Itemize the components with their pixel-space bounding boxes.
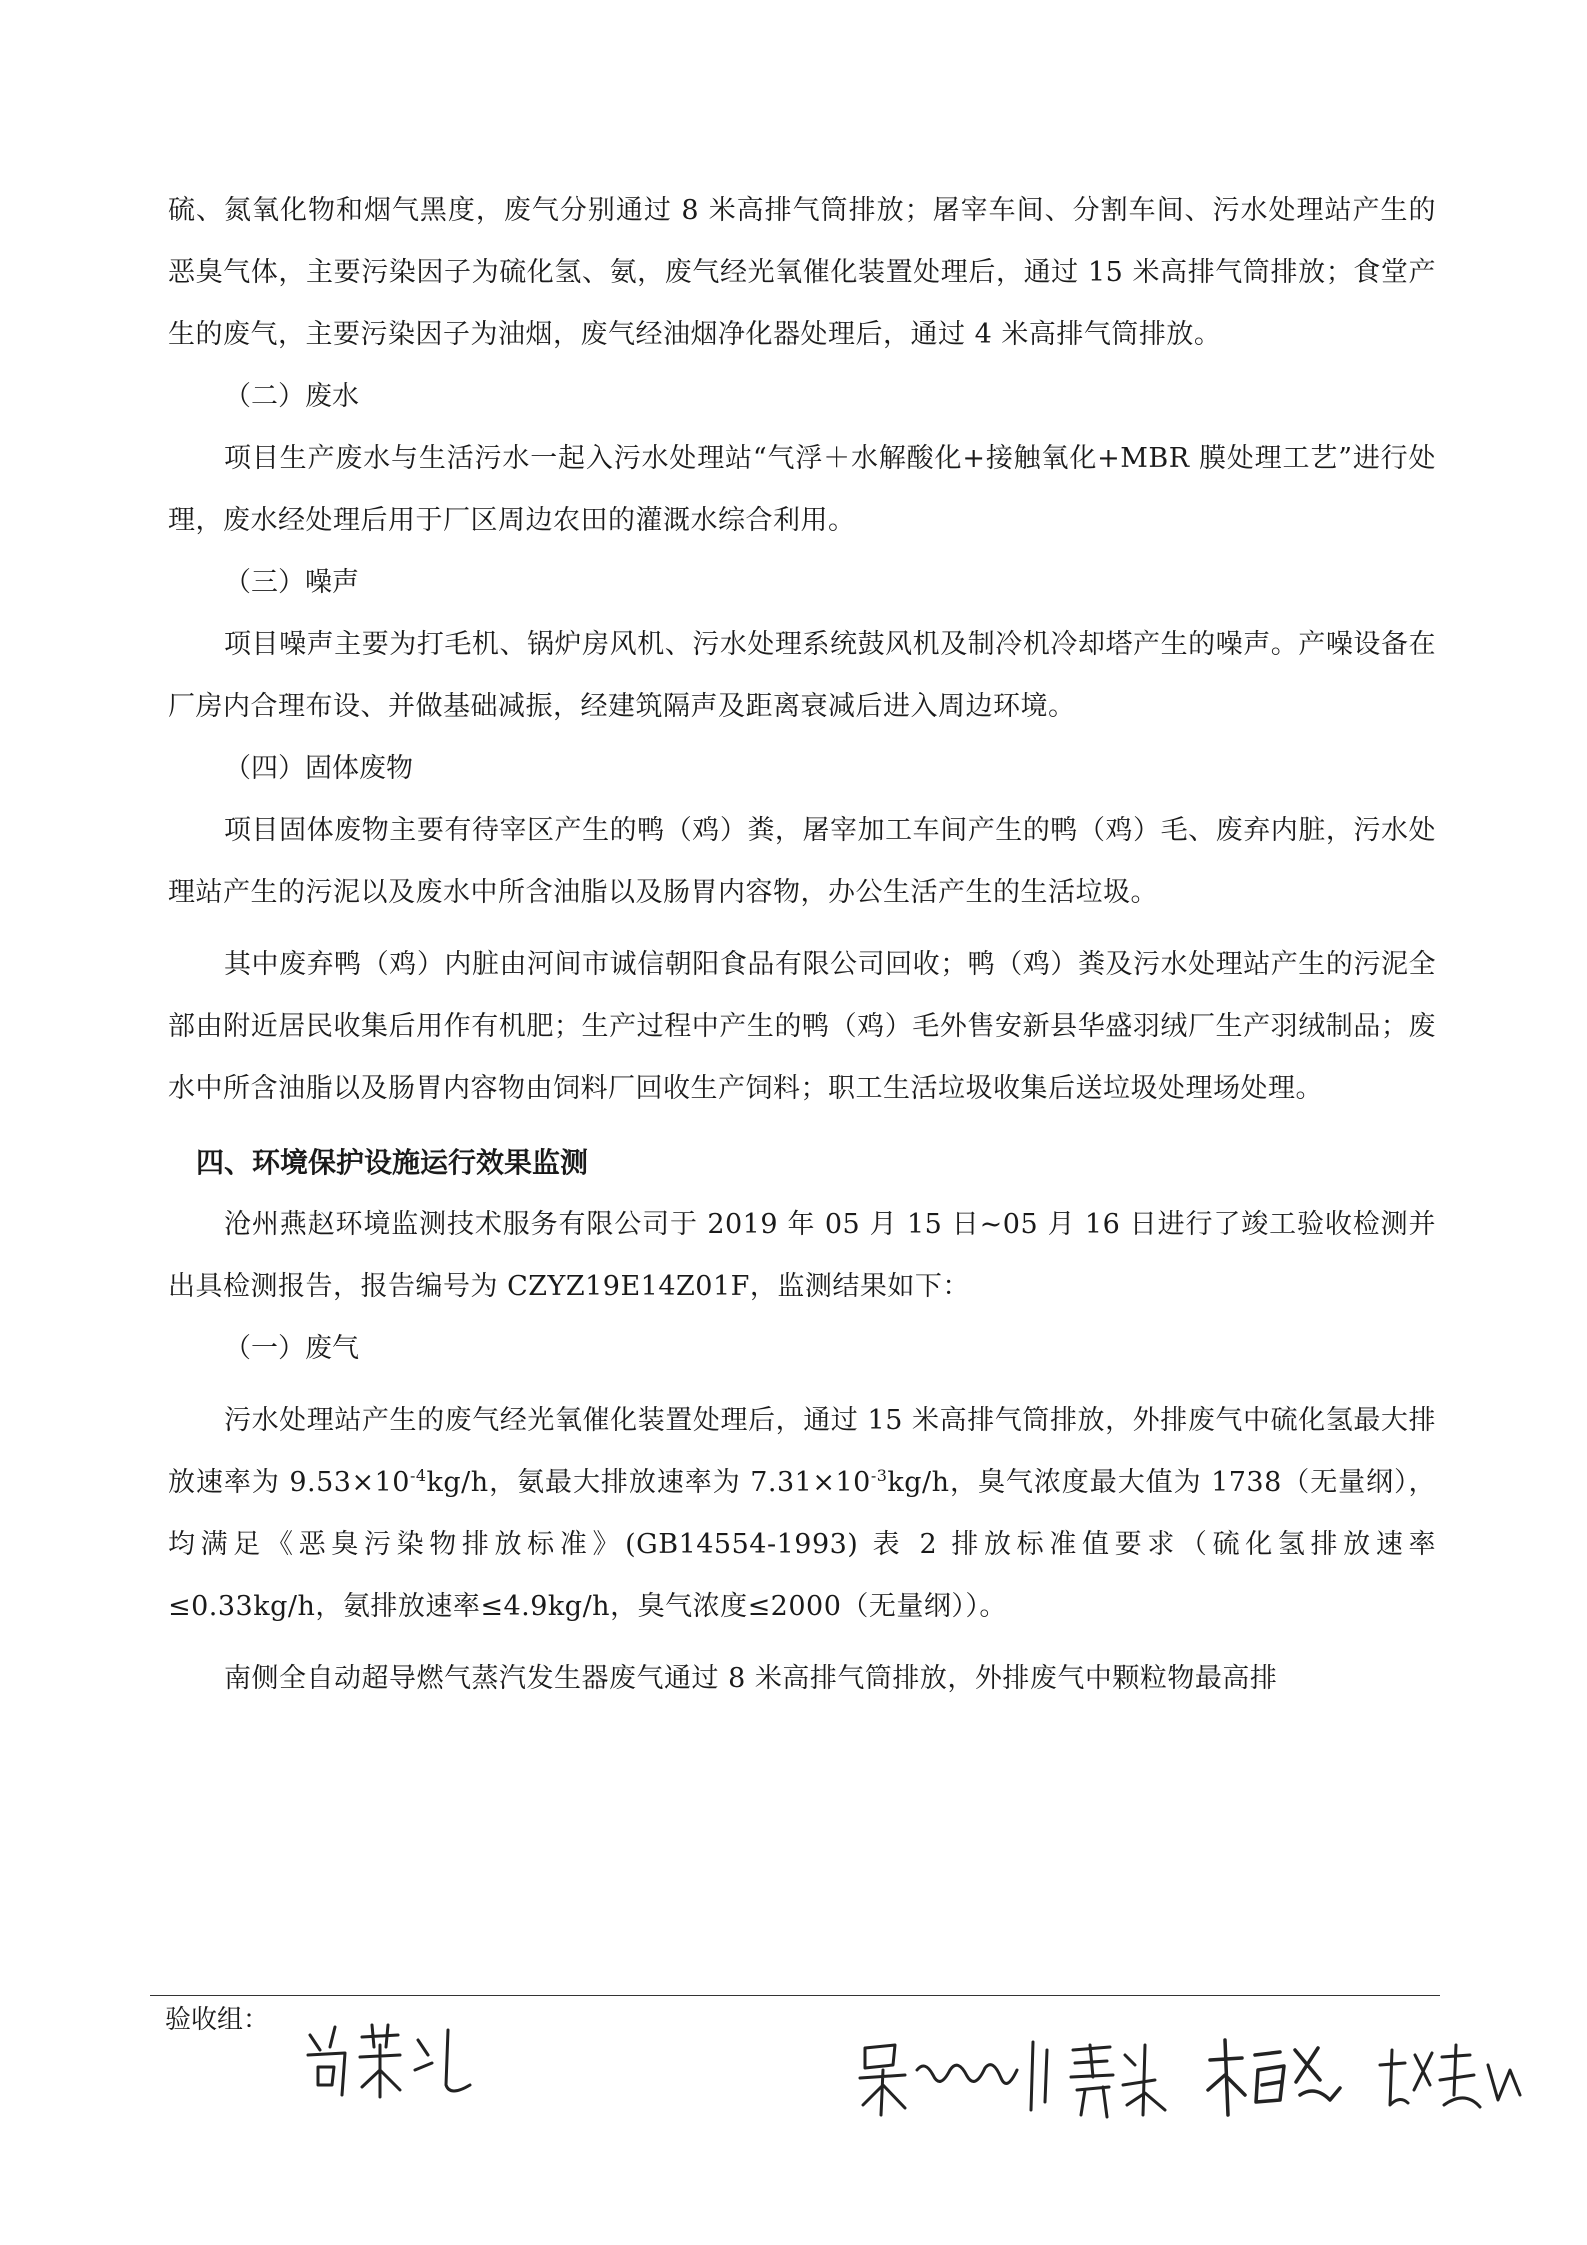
text-run: kg/h，氨最大排放速率为 7.31×10 [426, 1467, 871, 1498]
exponent: -4 [409, 1466, 427, 1485]
text-run: 污水处理站产生的废气经光氧催化装置处理后，通过 15 米高排气筒排放，外排废气中硫化氢最大排放速率为 9.53×10 [168, 1405, 1436, 1498]
handwritten-signature [1200, 2030, 1350, 2120]
handwritten-signature [1370, 2035, 1530, 2125]
paragraph-monitoring: 沧州燕赵环境监测技术服务有限公司于 2019 年 05 月 15 日~05 月 16 日进行了竣工验收检测并出具检测报告，报告编号为 CZYZ19E14Z01F，监测结果如下： [168, 1209, 1436, 1302]
acceptance-group-label: 验收组： [165, 2005, 270, 2035]
paragraph-wastewater-station-gas [168, 1390, 1436, 1638]
heading-wastewater: （二）废水 [224, 381, 359, 412]
heading-exhaust-gas: （一）废气 [224, 1333, 359, 1364]
heading-noise: （三）噪声 [224, 567, 359, 598]
footer-divider [150, 1995, 1440, 1996]
handwritten-signature [1065, 2035, 1175, 2125]
paragraph-air-emissions: 硫、氮氧化物和烟气黑度，废气分别通过 8 米高排气筒排放；屠宰车间、分割车间、污水处理站产生的恶臭气体，主要污染因子为硫化氢、氨，废气经光氧催化装置处理后，通过 15 米高排气筒排放；食堂产生的废气，主要污染因子为油烟，废气经油烟净化器处理后，通过 4 米高排气筒排放。 [168, 195, 1436, 350]
handwritten-signature [300, 2015, 480, 2105]
text-run: kg/h，臭气浓度最大值为 1738（无量纲），均满足《恶臭污染物排放标准》(GB14554-1993) 表 2 排放标准值要求（硫化氢排放速率≤0.33kg/h，氨排放速率≤4.9kg/h，臭气浓度≤2000（无量纲））。 [168, 1467, 1436, 1622]
paragraph-solid-waste-disposal: 其中废弃鸭（鸡）内脏由河间市诚信朝阳食品有限公司回收；鸭（鸡）粪及污水处理站产生的污泥全部由附近居民收集后用作有机肥；生产过程中产生的鸭（鸡）毛外售安新县华盛羽绒厂生产羽绒制品；废水中所含油脂以及肠胃内容物由饲料厂回收生产饲料；职工生活垃圾收集后送垃圾处理场处理。 [168, 949, 1436, 1104]
paragraph-noise: 项目噪声主要为打毛机、锅炉房风机、污水处理系统鼓风机及制冷机冷却塔产生的噪声。产噪设备在厂房内合理布设、并做基础减振，经建筑隔声及距离衰减后进入周边环境。 [168, 629, 1436, 722]
heading-monitoring: 四、环境保护设施运行效果监测 [196, 1146, 589, 1179]
exponent: -3 [870, 1466, 888, 1485]
paragraph-solid-waste: 项目固体废物主要有待宰区产生的鸭（鸡）粪，屠宰加工车间产生的鸭（鸡）毛、废弃内脏，污水处理站产生的污泥以及废水中所含油脂以及肠胃内容物，办公生活产生的生活垃圾。 [168, 815, 1436, 908]
body-text [168, 180, 1436, 1710]
paragraph-wastewater: 项目生产废水与生活污水一起入污水处理站“气浮＋水解酸化+接触氧化+MBR 膜处理工艺”进行处理，废水经处理后用于厂区周边农田的灌溉水综合利用。 [168, 443, 1436, 536]
paragraph-steam-generator-gas: 南侧全自动超导燃气蒸汽发生器废气通过 8 米高排气筒排放，外排废气中颗粒物最高排 [224, 1663, 1278, 1694]
handwritten-signature [855, 2030, 1065, 2120]
heading-solid-waste: （四）固体废物 [224, 753, 413, 784]
